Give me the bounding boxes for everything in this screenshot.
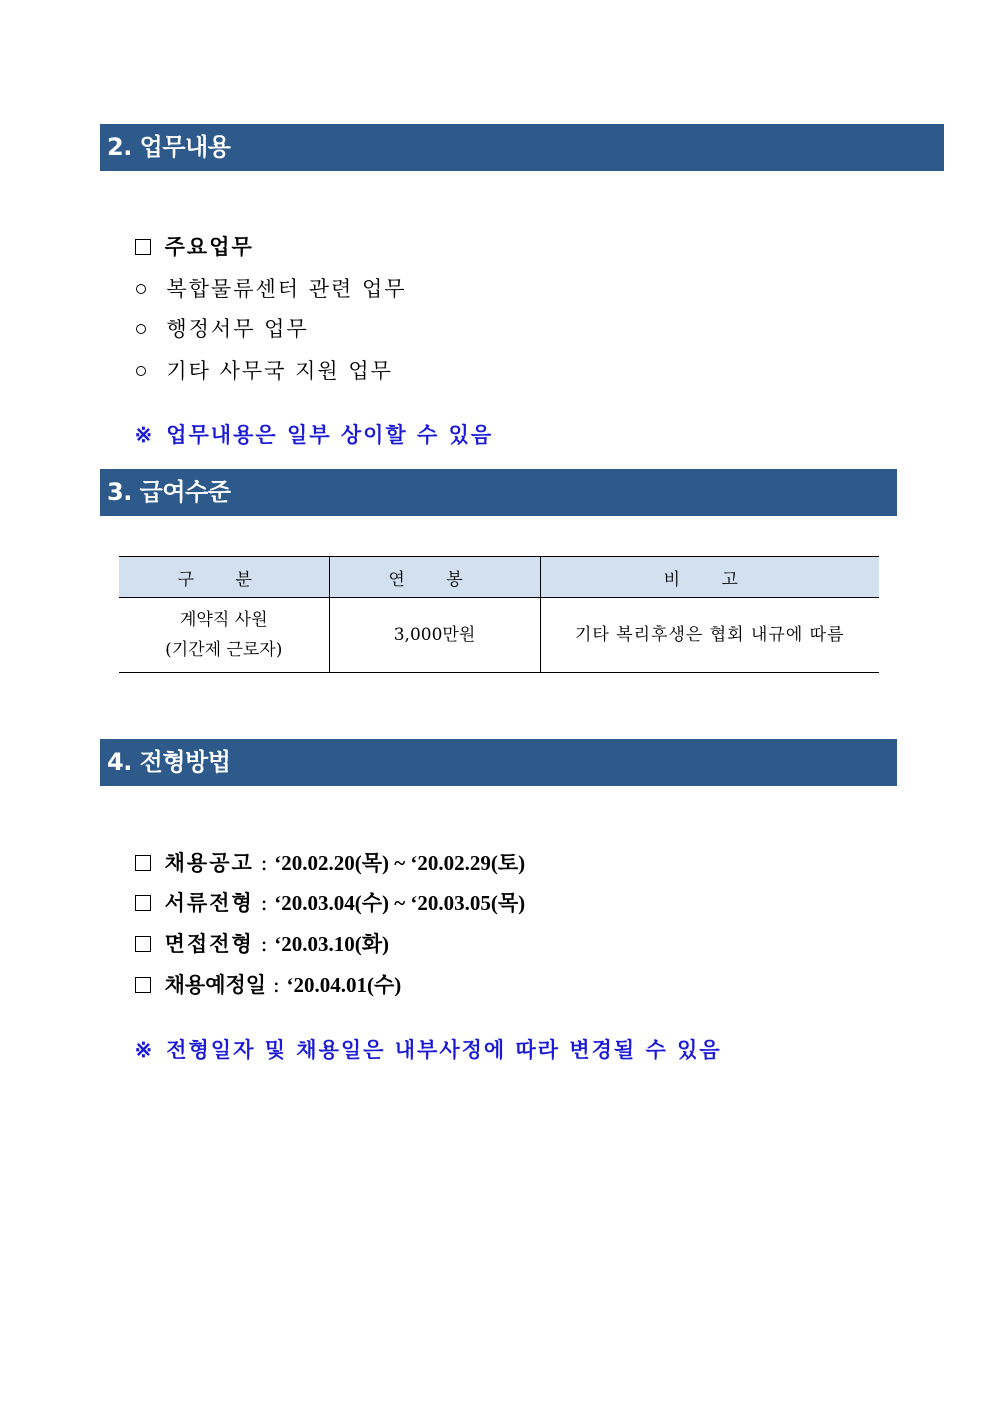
reference-mark-icon: ※	[134, 422, 153, 447]
process-note: ※ 전형일자 및 채용일은 내부사정에 따라 변경될 수 있음	[120, 1005, 722, 1065]
cell-category	[119, 598, 329, 673]
bullet-circle-icon	[136, 366, 146, 376]
table-row	[119, 598, 879, 673]
checkbox-icon	[135, 977, 151, 993]
header-salary: 연 봉	[329, 557, 540, 598]
section-title: 4. 전형방법	[107, 748, 231, 776]
category-line: (기간제 근로자)	[165, 640, 283, 660]
section-header-salary	[100, 469, 897, 516]
category-line: 계약직 사원	[179, 610, 268, 630]
cell-amount: 3,000만원	[329, 598, 540, 673]
process-step: 면접전형 : ‘20.03.10(화)	[120, 899, 389, 959]
header-category: 구 분	[119, 557, 329, 598]
process-step: 채용예정일 : ‘20.04.01(수)	[120, 940, 401, 1000]
duty-item: 기타 사무국 지원 업무	[120, 326, 393, 386]
duty-item: 행정서무 업무	[120, 284, 309, 344]
salary-table	[119, 556, 879, 673]
cell-remark: 기타 복리후생은 협회 내규에 따름	[540, 598, 879, 673]
section-header-process	[100, 739, 897, 786]
section-title: 2. 업무내용	[107, 133, 231, 161]
header-remark: 비 고	[540, 557, 879, 598]
section-header-duties	[100, 124, 944, 171]
section-title: 3. 급여수준	[107, 478, 231, 506]
process-step: 서류전형 : ‘20.03.04(수) ~ ‘20.03.05(목)	[120, 858, 525, 918]
main-duties-heading: 주요업무	[120, 202, 254, 262]
duty-item: 복합물류센터 관련 업무	[120, 244, 407, 304]
duties-note: ※ 업무내용은 일부 상이할 수 있음	[120, 390, 493, 450]
table-header-row	[119, 557, 879, 598]
process-step: 채용공고 : ‘20.02.20(목) ~ ‘20.02.29(토)	[120, 818, 525, 878]
reference-mark-icon: ※	[134, 1037, 153, 1062]
